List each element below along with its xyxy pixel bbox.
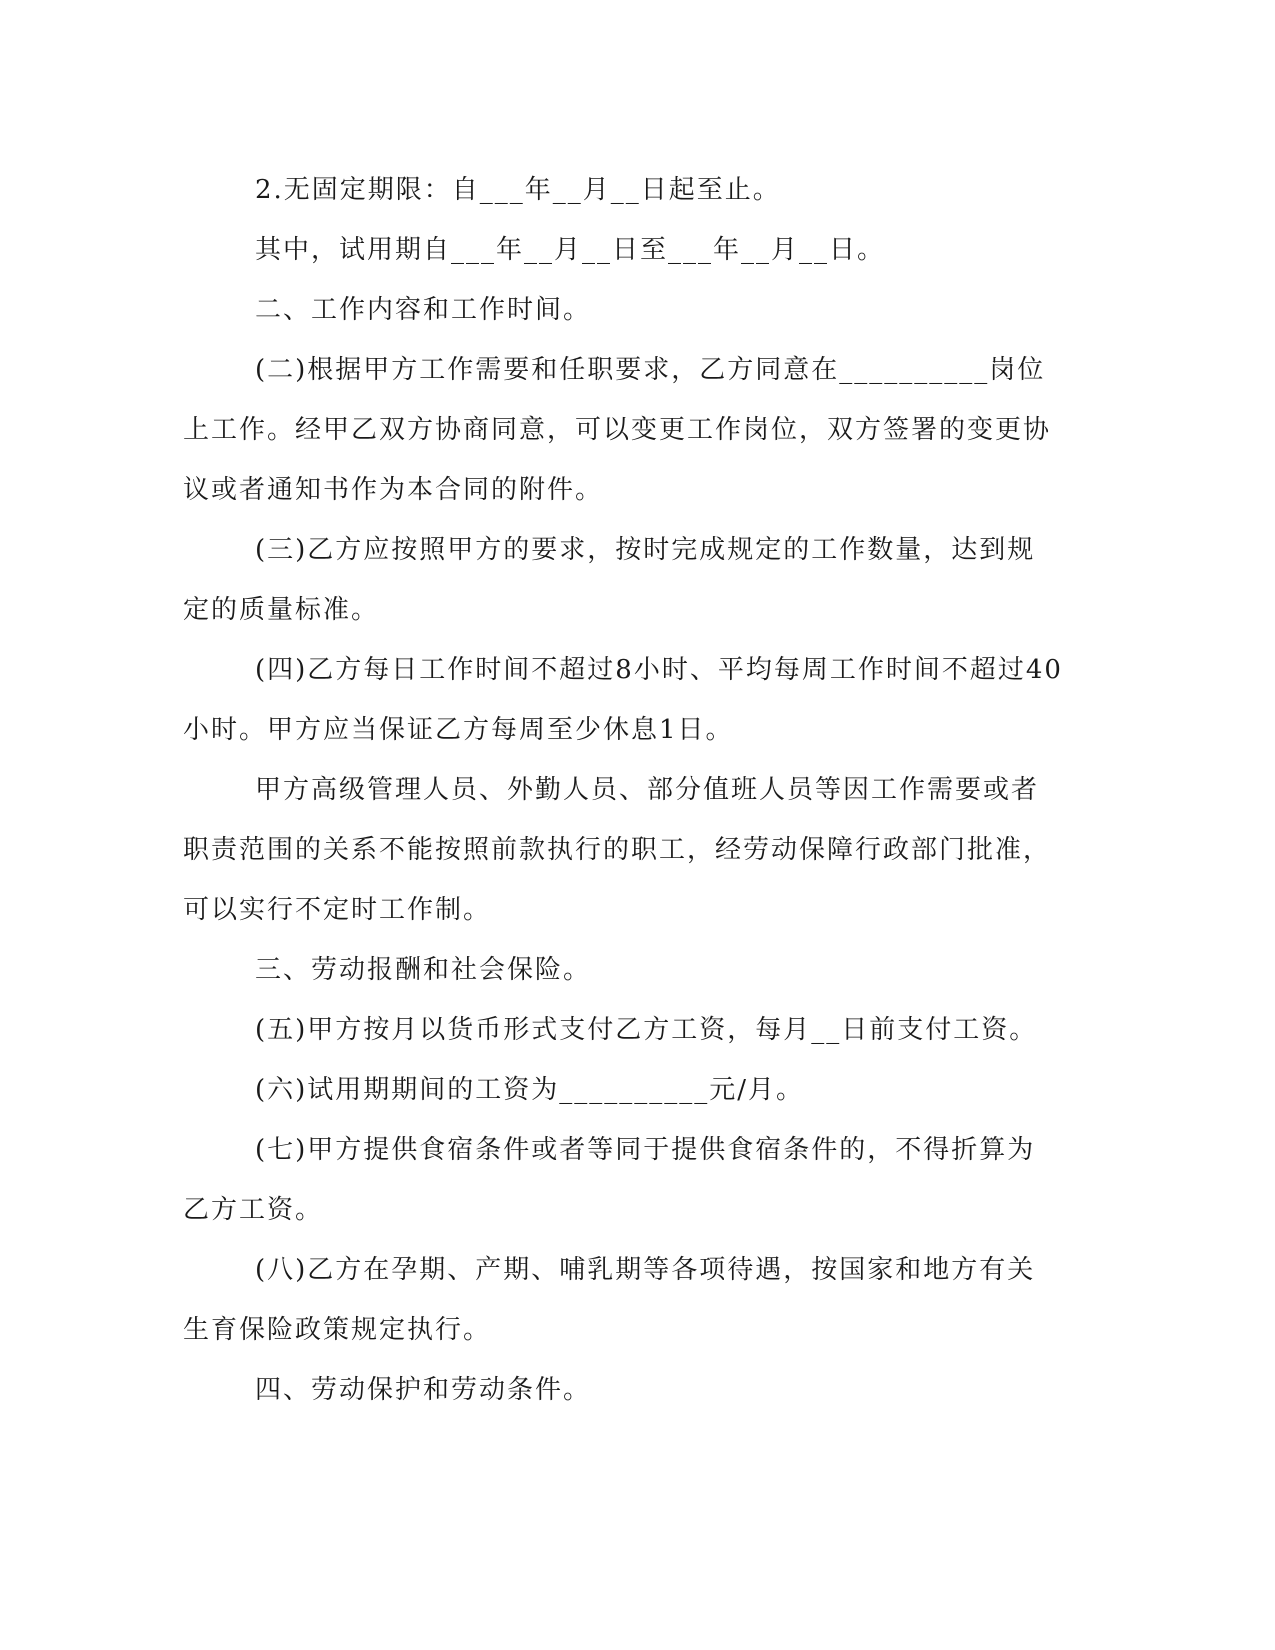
- document-body: [183, 160, 1063, 1420]
- paragraph-term-indefinite: 2.无固定期限：自___年__月__日起至止。: [255, 175, 781, 205]
- paragraph-clause-4: (四)乙方每日工作时间不超过8小时、平均每周工作时间不超过40小时。甲方应当保证乙方每周至少休息1日。: [183, 655, 1063, 745]
- paragraph-clause-2: (二)根据甲方工作需要和任职要求，乙方同意在__________岗位上工作。经甲乙双方协商同意，可以变更工作岗位，双方签署的变更协议或者通知书作为本合同的附件。: [183, 355, 1052, 505]
- paragraph-probation-period: 其中，试用期自___年__月__日至___年__月__日。: [255, 235, 886, 265]
- section-heading-labor-protection: 四、劳动保护和劳动条件。: [255, 1375, 592, 1405]
- section-heading-work-content: 二、工作内容和工作时间。: [255, 295, 592, 325]
- section-heading-remuneration: 三、劳动报酬和社会保险。: [255, 955, 592, 985]
- paragraph-flexible-hours: 甲方高级管理人员、外勤人员、部分值班人员等因工作需要或者职责范围的关系不能按照前款执行的职工，经劳动保障行政部门批准，可以实行不定时工作制。: [183, 775, 1052, 925]
- paragraph-clause-3: (三)乙方应按照甲方的要求，按时完成规定的工作数量，达到规定的质量标准。: [183, 535, 1036, 625]
- paragraph-clause-8: (八)乙方在孕期、产期、哺乳期等各项待遇，按国家和地方有关生育保险政策规定执行。: [183, 1255, 1036, 1345]
- paragraph-clause-5: (五)甲方按月以货币形式支付乙方工资，每月__日前支付工资。: [255, 1015, 1038, 1045]
- paragraph-clause-6: (六)试用期期间的工资为__________元/月。: [255, 1075, 805, 1105]
- paragraph-clause-7: (七)甲方提供食宿条件或者等同于提供食宿条件的，不得折算为乙方工资。: [183, 1135, 1036, 1225]
